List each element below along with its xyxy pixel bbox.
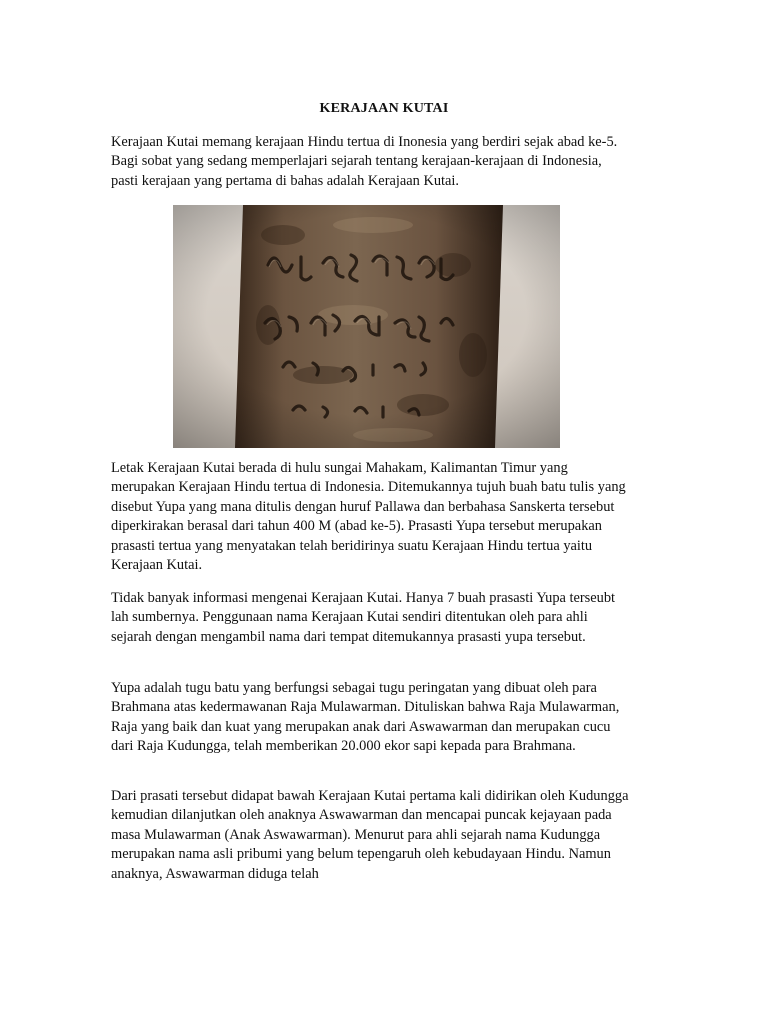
- paragraph-intro: Kerajaan Kutai memang kerajaan Hindu tertua di Inonesia yang berdiri sejak abad ke-5. Bagi sobat yang sedang memperlajari sejarah tentang kerajaan-kerajaan di Indonesia, pasti kerajaan yang pertama di bahas adalah Kerajaan Kutai.: [111, 134, 618, 189]
- paragraph-information: Tidak banyak informasi mengenai Kerajaan Kutai. Hanya 7 buah prasasti Yupa terseubt lah sumbernya. Penggunaan nama Kerajaan Kutai sendiri ditentukan oleh para ahli sejarah dengan mengambil nama dari tempat ditemukannya prasasti yupa tersebut.: [111, 590, 616, 645]
- yupa-stone-photo: [173, 205, 560, 448]
- paragraph-yupa: Yupa adalah tugu batu yang berfungsi sebagai tugu peringatan yang dibuat oleh para Brahmana atas kedermawanan Raja Mulawarman. Dituliskan bahwa Raja Mulawarman, Raja yang baik dan kuat yang merupakan anak dari Aswawarman dan merupakan cucu dari Raja Kudungga, telah memberikan 20.000 ekor sapi kepada para Brahmana.: [111, 680, 620, 755]
- paragraph-founding: Dari prasati tersebut didapat bawah Kerajaan Kutai pertama kali didirikan oleh Kudungga kemudian dilanjutkan oleh anaknya Aswawarman dan mencapai puncak kejayaan pada masa Mulawarman (Anak Aswawarman). Menurut para ahli sejarah nama Kudungga merupakan nama asli pribumi yang belum tepengaruh oleh kebudayaan Hindu. Namun anaknya, Aswawarman diduga telah: [111, 788, 629, 882]
- paragraph-location: Letak Kerajaan Kutai berada di hulu sungai Mahakam, Kalimantan Timur yang merupakan Kerajaan Hindu tertua di Indonesia. Ditemukannya tujuh buah batu tulis yang disebut Yupa yang mana ditulis dengan huruf Pallawa dan berbahasa Sanskerta tersebut diperkirakan berasal dari tahun 400 M (abad ke-5). Prasasti Yupa tersebut merupakan prasasti tertua yang menyatakan telah beridirinya suatu Kerajaan Hindu tertua yaitu Kerajaan Kutai.: [111, 460, 626, 574]
- yupa-stone-icon: [173, 205, 560, 448]
- page-title: KERAJAAN KUTAI: [319, 101, 449, 116]
